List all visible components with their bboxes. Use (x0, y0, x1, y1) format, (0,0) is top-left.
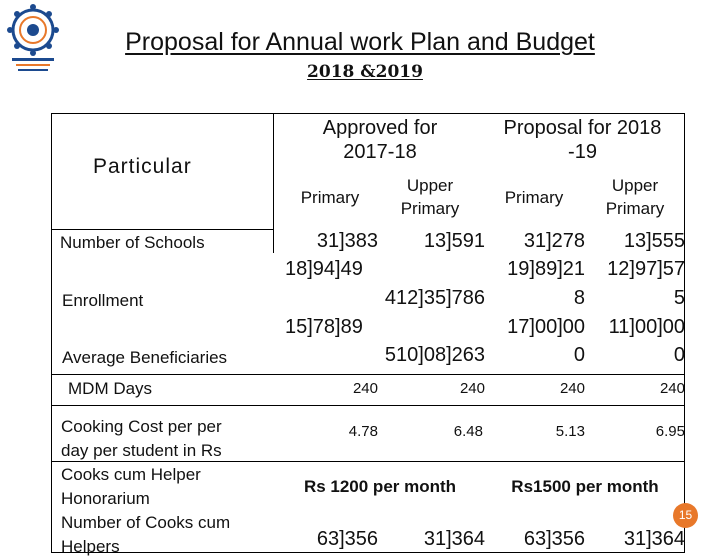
header-divider (51, 229, 273, 230)
beneficiaries-approved-upper: 510]08]263 (384, 344, 485, 366)
row-divider-cooking (51, 405, 685, 406)
enrollment-approved-primary: 18]94]49 (285, 258, 363, 280)
row-label-cooking-line1: Cooking Cost per per (61, 417, 222, 436)
proposal-header-line1: Proposal for 2018 (503, 117, 662, 139)
particular-header: Particular (93, 155, 192, 178)
schools-approved-upper: 13]591 (423, 230, 485, 252)
sub-header-upper-2-line1: Upper (611, 176, 659, 195)
beneficiaries-proposal-primary-b: 0 (573, 344, 585, 366)
approved-header-line2: 2017-18 (343, 141, 417, 163)
approved-header-line1: Approved for (322, 117, 438, 139)
schools-proposal-upper: 13]555 (623, 230, 685, 252)
schools-proposal-primary: 31]278 (523, 230, 585, 252)
row-label-schools: Number of Schools (60, 233, 205, 252)
enrollment-proposal-upper-b: 5 (673, 287, 685, 309)
beneficiaries-proposal-primary-a: 17]00]00 (507, 316, 585, 338)
sub-header-primary-2: Primary (504, 188, 564, 207)
row-label-cooking-line2: day per student in Rs (61, 441, 222, 460)
enrollment-proposal-primary-b: 8 (573, 287, 585, 309)
cooking-cost-approved-upper: 6.48 (453, 423, 483, 440)
row-label-cooks-line1: Number of Cooks cum (61, 513, 231, 532)
cooking-cost-proposal-upper: 6.95 (655, 423, 685, 440)
honorarium-proposal: Rs1500 per month (511, 477, 659, 496)
enrollment-proposal-primary-a: 19]89]21 (507, 258, 585, 280)
honorarium-approved: Rs 1200 per month (303, 477, 457, 496)
cooking-cost-proposal-primary: 5.13 (555, 423, 585, 440)
page-title: Proposal for Annual work Plan and Budget (125, 28, 595, 56)
row-divider-mdm (51, 374, 685, 375)
schools-approved-primary: 31]383 (316, 230, 378, 252)
sub-header-upper-1-line1: Upper (406, 176, 454, 195)
row-label-cooks-line2: Helpers (61, 537, 120, 556)
beneficiaries-proposal-upper-b: 0 (673, 344, 685, 366)
enrollment-proposal-upper-a: 12]97]57 (607, 258, 685, 280)
beneficiaries-approved-primary: 15]78]89 (285, 316, 363, 338)
proposal-header-line2: -19 (568, 141, 597, 163)
mdm-days-approved-upper: 240 (459, 380, 485, 397)
cooks-proposal-upper: 31]364 (623, 528, 685, 550)
row-label-honorarium-line1: Cooks cum Helper (61, 465, 201, 484)
beneficiaries-proposal-upper-a: 11]00]00 (608, 316, 685, 338)
mdm-days-proposal-primary: 240 (559, 380, 585, 397)
row-label-beneficiaries: Average Beneficiaries (62, 348, 228, 367)
sub-header-upper-1-line2: Primary (400, 199, 460, 218)
cooking-cost-approved-primary: 4.78 (348, 423, 378, 440)
cooks-approved-upper: 31]364 (423, 528, 485, 550)
mdm-days-approved-primary: 240 (352, 380, 378, 397)
mdm-days-proposal-upper: 240 (659, 380, 685, 397)
row-label-honorarium-line2: Honorarium (61, 489, 150, 508)
enrollment-approved-upper: 412]35]786 (384, 287, 485, 309)
cooks-approved-primary: 63]356 (316, 528, 378, 550)
chakra-emblem-icon (4, 4, 62, 76)
sub-header-primary-1: Primary (300, 188, 360, 207)
page-subtitle: 2018 &2019 (307, 62, 423, 82)
page-number-badge: 15 (673, 503, 698, 528)
row-label-mdm-days: MDM Days (68, 379, 153, 398)
row-label-enrollment: Enrollment (62, 291, 144, 310)
sub-header-upper-2-line2: Primary (605, 199, 665, 218)
cooks-proposal-primary: 63]356 (523, 528, 585, 550)
